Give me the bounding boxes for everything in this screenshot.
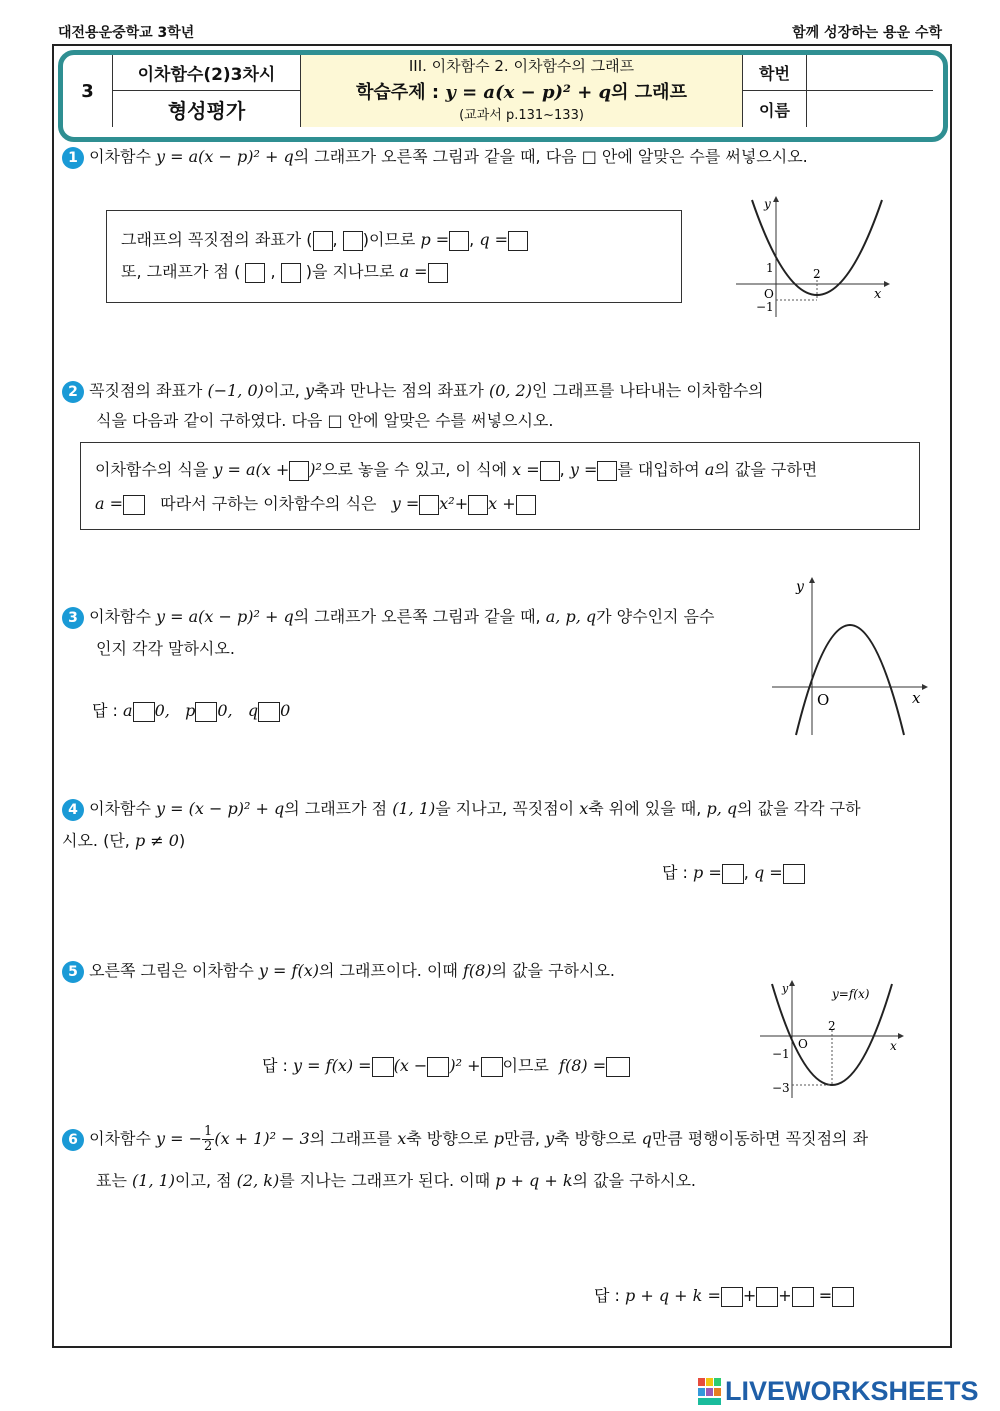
q2-box-text-d: 의 값을 구하면	[714, 460, 818, 479]
q5-ans-c: )² +	[449, 1056, 481, 1075]
q1-p-label: p =	[420, 230, 450, 249]
q6-text-a: 이차함수	[89, 1129, 151, 1148]
q2-y-blank[interactable]	[597, 461, 617, 481]
q1-line-1: 그래프의 꼭짓점의 좌표가 ( , )이므로 p = , q =	[121, 225, 528, 255]
q2-y-var: y	[304, 381, 315, 400]
q5-text-b: 의 그래프이다. 이때	[318, 961, 458, 980]
q2-vertex: (−1, 0)	[207, 381, 264, 400]
q5-ans-a: y = f(x) =	[293, 1056, 372, 1075]
q4-p-blank[interactable]	[722, 864, 744, 884]
lesson-title: 이차함수(2)3차시	[113, 55, 301, 91]
q5-answer-label: 답 :	[262, 1056, 288, 1075]
q2-x-label: x =	[512, 460, 540, 479]
q3-formula: y = a(x − p)² + q	[156, 607, 294, 626]
q6-text-h: 이고, 점	[175, 1171, 232, 1190]
unit-name: III. 이차함수 2. 이차함수의 그래프	[408, 57, 635, 75]
q4-formula: y = (x − p)² + q	[156, 799, 285, 818]
q4-text-c: 을 지나고, 꼭짓점이	[435, 799, 575, 818]
q1-p-blank[interactable]	[449, 231, 469, 251]
q6-q-var: q	[641, 1129, 652, 1148]
q2-a-blank[interactable]	[123, 495, 145, 515]
q6-text-f: 만큼 평행이동하면 꼭짓점의 좌	[651, 1129, 869, 1148]
q6-x-var: x	[397, 1129, 407, 1148]
q6-text-j: 의 값을 구하시오.	[572, 1171, 696, 1190]
q1-x-arrow	[884, 281, 890, 287]
question-4	[62, 794, 861, 824]
q3-zero-1: 0,	[154, 701, 170, 720]
q1-formula: y = a(x − p)² + q	[156, 147, 294, 166]
q3-graph	[768, 575, 933, 740]
question-2-line-2: 식을 다음과 같이 구하였다. 다음 □ 안에 알맞은 수를 써넣으시오.	[96, 411, 554, 430]
q1-line2-text-c: )을 지나므로	[305, 262, 395, 281]
q2-p-blank[interactable]	[289, 461, 309, 481]
q1-answer-box	[106, 210, 682, 303]
title-box	[58, 50, 948, 142]
q2-y-label: y =	[569, 460, 598, 479]
q2-box-line-1: 이차함수의 식을 y = a(x + )²으로 놓을 수 있고, 이 식에 x = , y = 를 대입하여 a의 값을 구하면	[95, 460, 818, 479]
question-3-line-2: 인지 각각 말하시오.	[96, 639, 235, 658]
q6-text-g: 표는	[96, 1171, 127, 1190]
q6-formula-a: y = −	[156, 1129, 203, 1148]
q5-text-a: 오른쪽 그림은 이차함수	[89, 961, 254, 980]
q4-text-b: 의 그래프가 점	[284, 799, 388, 818]
q1-a-label: a =	[399, 262, 428, 281]
slogan: 함께 성장하는 용운 수학	[792, 25, 942, 41]
q1-line-2	[121, 257, 448, 287]
q3-x-arrow	[922, 684, 928, 690]
q4-x-var: x	[579, 799, 589, 818]
q1-point-y-blank[interactable]	[281, 263, 301, 283]
q6-fraction	[202, 1125, 214, 1154]
q5-ans-b: (x −	[393, 1056, 428, 1075]
question-2	[62, 376, 764, 406]
q1-q-blank[interactable]	[508, 231, 528, 251]
q5-ans-d: 이므로	[502, 1056, 549, 1075]
q5-formula: y = f(x)	[258, 961, 319, 980]
q1-line1-text-c: )이므로	[362, 230, 416, 249]
logo-text: LIVEWORKSHEETS	[725, 1376, 979, 1406]
q6-p-var: p	[493, 1129, 504, 1148]
question-3	[62, 602, 714, 632]
q5-text-c: 의 값을 구하시오.	[491, 961, 616, 980]
q6-sum: p + q + k	[495, 1171, 573, 1190]
q6-point: (2, k)	[236, 1171, 280, 1190]
q3-a-sign-blank[interactable]	[133, 702, 155, 722]
question-5-badge: 5	[62, 961, 84, 983]
q5-a-blank[interactable]	[372, 1057, 394, 1077]
q1-tick-2: 2	[813, 267, 821, 281]
q1-tick-1: 1	[766, 261, 774, 275]
q5-tick-2: 2	[828, 1019, 836, 1033]
q3-text-a: 이차함수	[89, 607, 151, 626]
q1-text-b: 의 그래프가 오른쪽 그림과 같을 때, 다음 □ 안에 알맞은 수를 써넣으시오.	[293, 147, 808, 166]
q5-p-blank[interactable]	[427, 1057, 449, 1077]
q2-a-label: a =	[95, 494, 124, 513]
q2-result-y: y =	[391, 494, 420, 513]
q5-y-label: y	[782, 982, 789, 995]
q1-q-label: q =	[479, 230, 509, 249]
q6-text-c: 축 방향으로	[406, 1129, 489, 1148]
school-name: 대전용운중학교 3학년	[58, 25, 195, 41]
q4-text-f: 시오. (단,	[62, 831, 130, 850]
q2-text-c: 축과 만나는 점의 좌표가	[314, 381, 484, 400]
question-1-badge: 1	[62, 147, 84, 169]
question-4-line-2	[62, 826, 185, 856]
q6-p-blank[interactable]	[721, 1287, 743, 1307]
q4-answer: 답 : p = , q =	[662, 858, 805, 888]
liveworksheets-logo[interactable]	[698, 1376, 979, 1407]
q6-y-var: y	[545, 1129, 555, 1148]
q3-p-sign-blank[interactable]	[195, 702, 217, 722]
q3-y-label: y	[796, 579, 804, 595]
q6-answer	[594, 1281, 854, 1311]
q4-point: (1, 1)	[392, 799, 436, 818]
q2-coef-a-blank[interactable]	[419, 495, 439, 515]
q3-q-sign-blank[interactable]	[258, 702, 280, 722]
q3-vars: a, p, q	[545, 607, 597, 626]
q3-answer-label: 답 :	[92, 701, 118, 720]
q4-text-a: 이차함수	[89, 799, 151, 818]
q1-comma: ,	[332, 230, 338, 249]
q2-box-text-c: 를 대입하여	[617, 460, 700, 479]
q3-x-label: x	[912, 689, 921, 707]
q2-a-var: a	[704, 460, 715, 479]
q5-tick-m3: −3	[772, 1081, 790, 1095]
q1-graph	[728, 192, 898, 322]
q2-answer-box	[80, 442, 920, 530]
q5-x-label: x	[890, 1039, 897, 1053]
q1-text: 이차함수	[89, 147, 151, 166]
q6-ans-a: p + q + k =	[625, 1286, 721, 1305]
q1-line2-text: 또, 그래프가 점 (	[121, 262, 241, 281]
question-5	[62, 956, 615, 986]
q2-box-line-2	[95, 489, 536, 519]
name-label: 이름	[743, 91, 807, 127]
q3-a-var: a	[123, 701, 133, 720]
q6-k-blank[interactable]	[792, 1287, 814, 1307]
q4-text-e: 의 값을 각각 구하	[737, 799, 861, 818]
q1-y-arrow	[773, 196, 779, 202]
topic-area	[301, 55, 743, 127]
q1-origin: O	[764, 287, 774, 301]
q5-answer	[262, 1051, 630, 1081]
q4-q-blank[interactable]	[783, 864, 805, 884]
q6-eq: =	[818, 1286, 833, 1305]
q5-y-arrow	[789, 980, 795, 986]
q6-plus-2: +	[778, 1286, 792, 1305]
q2-box-text-b: 으로 놓을 수 있고, 이 식에	[321, 460, 508, 479]
q6-plus-1: +	[742, 1286, 757, 1305]
q5-f8-blank[interactable]	[606, 1057, 630, 1077]
student-no-label: 학번	[743, 55, 807, 91]
q3-y-arrow	[809, 577, 815, 583]
logo-icon	[698, 1378, 722, 1406]
q6-text-d: 만큼,	[503, 1129, 540, 1148]
q6-text-i: 를 지나는 그래프가 된다. 이때	[279, 1171, 491, 1190]
q1-tick-m1: −1	[756, 300, 774, 314]
q3-zero-3: 0	[280, 701, 291, 720]
question-6-badge: 6	[62, 1129, 84, 1151]
q2-box-formula-b: )²	[309, 460, 322, 479]
q3-zero-2: 0,	[217, 701, 233, 720]
q2-text-a: 꼭짓점의 좌표가	[89, 381, 203, 400]
q5-tick-m1: −1	[772, 1047, 790, 1061]
question-6-line-2	[96, 1166, 696, 1196]
q3-origin: O	[817, 691, 830, 709]
q2-point: (0, 2)	[488, 381, 532, 400]
question-4-badge: 4	[62, 799, 84, 821]
q2-xplus: x +	[488, 494, 516, 513]
q2-coef-c-blank[interactable]	[516, 495, 536, 515]
q5-ans-e: f(8) =	[559, 1056, 607, 1075]
q1-line1-text: 그래프의 꼭짓점의 좌표가 (	[121, 230, 313, 249]
q4-q-label: q =	[753, 863, 783, 882]
q5-x-arrow	[898, 1033, 904, 1039]
question-2-badge: 2	[62, 381, 84, 403]
q1-comma-2: ,	[270, 262, 276, 281]
q4-pq: p, q	[706, 799, 738, 818]
q2-coef-b-blank[interactable]	[468, 495, 488, 515]
q2-box-text-e: 따라서 구하는 이차함수의 식은	[160, 494, 377, 513]
q3-p-var: p	[185, 701, 196, 720]
student-no-field[interactable]	[807, 55, 933, 91]
assessment-type: 형성평가	[113, 91, 301, 127]
q4-p-label: p =	[693, 863, 722, 882]
name-field[interactable]	[807, 91, 933, 127]
q1-vertex-y-blank[interactable]	[343, 231, 363, 251]
q2-x-blank[interactable]	[540, 461, 560, 481]
q6-q-blank[interactable]	[756, 1287, 778, 1307]
q6-formula-b: (x + 1)² − 3	[214, 1129, 310, 1148]
q5-f8: f(8)	[462, 961, 492, 980]
q3-text-c: 가 양수인지 음수	[596, 607, 715, 626]
q3-text-b: 의 그래프가 오른쪽 그림과 같을 때,	[293, 607, 541, 626]
q5-graph	[756, 980, 906, 1100]
q2-x2: x²+	[439, 494, 469, 513]
q2-box-text-a: 이차함수의 식을	[95, 460, 209, 479]
q3-answer	[92, 696, 290, 726]
q6-result-blank[interactable]	[832, 1287, 854, 1307]
q3-q-var: q	[247, 701, 259, 720]
q1-point-x-blank[interactable]	[245, 263, 265, 283]
q2-text-b: 이고,	[263, 381, 300, 400]
lesson-number: 3	[63, 55, 113, 127]
q1-y-label: y	[764, 197, 771, 211]
q5-q-blank[interactable]	[481, 1057, 503, 1077]
q1-a-blank[interactable]	[428, 263, 448, 283]
q2-box-formula-a: y = a(x +	[213, 460, 290, 479]
q4-text-g: )	[178, 831, 186, 850]
q6-text-b: 의 그래프를	[309, 1129, 393, 1148]
q6-answer-label: 답 :	[594, 1286, 620, 1305]
q1-x-label: x	[874, 287, 882, 302]
question-6	[62, 1124, 868, 1154]
topic-formula: y = a(x − p)² + q	[445, 82, 612, 103]
topic-suffix: 의 그래프	[611, 82, 687, 103]
q6-frac-num: 1	[204, 1124, 213, 1139]
q4-condition: p ≠ 0	[134, 831, 179, 850]
textbook-pages: (교과서 p.131~133)	[459, 108, 584, 123]
q5-origin: O	[798, 1037, 808, 1051]
q4-answer-label: 답 :	[662, 863, 688, 882]
topic-line	[356, 78, 687, 104]
q5-func-label: y=f(x)	[832, 987, 870, 1001]
q6-vertex: (1, 1)	[132, 1171, 176, 1190]
question-1	[62, 142, 808, 172]
q6-text-e: 축 방향으로	[554, 1129, 637, 1148]
q6-frac-den: 2	[204, 1139, 213, 1154]
question-3-badge: 3	[62, 607, 84, 629]
topic-label: 학습주제 :	[356, 82, 440, 103]
q2-text-d: 인 그래프를 나타내는 이차함수의	[531, 381, 764, 400]
q1-vertex-x-blank[interactable]	[313, 231, 333, 251]
q4-text-d: 축 위에 있을 때,	[588, 799, 702, 818]
